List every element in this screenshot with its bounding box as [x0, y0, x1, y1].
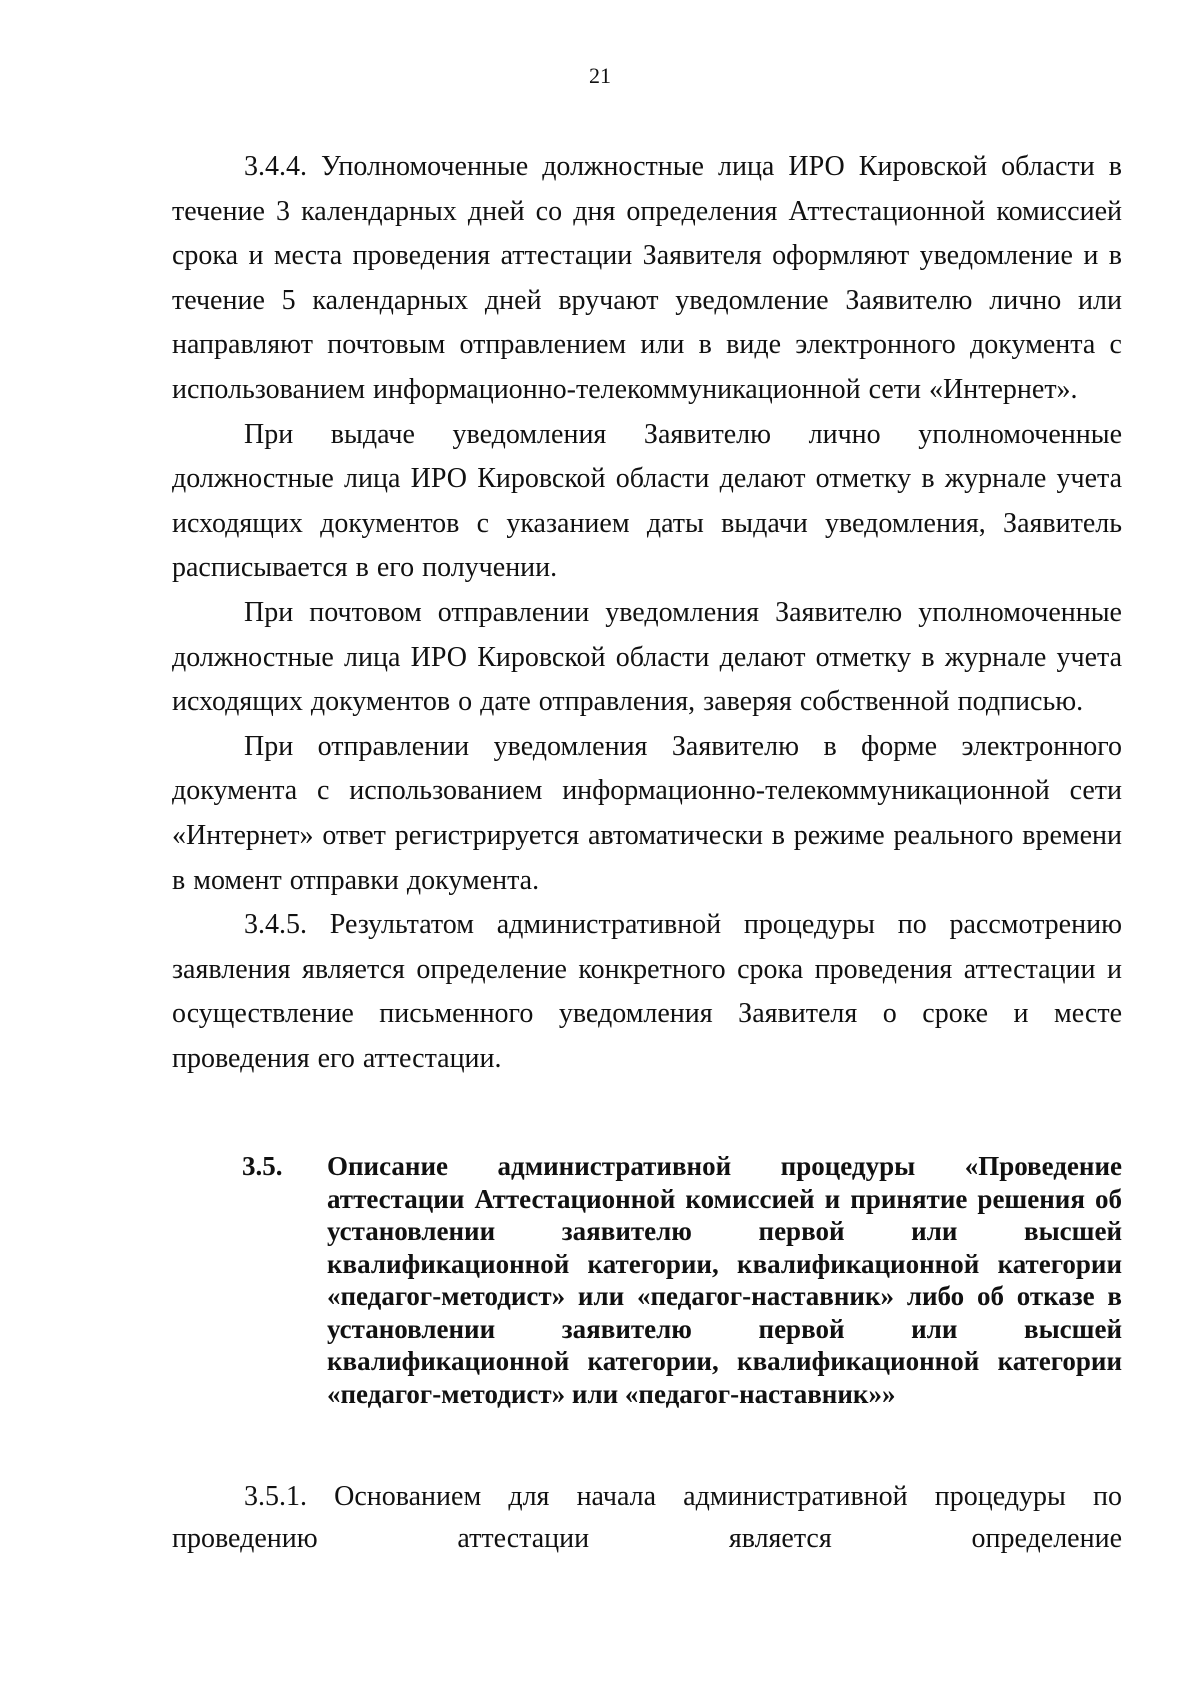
paragraph-personal-delivery: При выдаче уведомления Заявителю лично уполномоченные должностные лица ИРО Кировской области делают отметку в журнале учета исходящих документов с указанием даты выдачи уведомления, Заявитель расписывается в его получении.: [172, 418, 1122, 584]
paragraph-3-5-1: 3.5.1. Основанием для начала административной процедуры по проведению аттестации является определение: [172, 1481, 1122, 1554]
section-heading: [242, 1150, 1122, 1410]
paragraph-electronic-delivery: При отправлении уведомления Заявителю в форме электронного документа с использованием информационно-телекоммуникационной сети «Интернет» ответ регистрируется автоматически в режиме реального времени в момент отправки документа.: [172, 730, 1122, 896]
section-number: 3.5.: [242, 1151, 283, 1181]
page-number: 21: [589, 63, 611, 88]
section-title: Описание административной процедуры «Проведение аттестации Аттестационной комиссией и принятие решения об установлении заявителю первой или высшей квалификационной категории, квалификационной категории «педагог-методист» или «педагог-наставник» либо об отказе в установлении заявителю первой или высшей квалификационной категории, квалификационной категории «педагог-методист» или «педагог-наставник»»: [327, 1151, 1122, 1409]
body-text: [172, 145, 1122, 1081]
body-text-continued: [172, 1476, 1122, 1560]
paragraph-3-4-5: 3.4.5. Результатом административной процедуры по рассмотрению заявления является определение конкретного срока проведения аттестации и осуществление письменного уведомления Заявителя о сроке и месте проведения его аттестации.: [172, 909, 1122, 1074]
paragraph-postal-delivery: При почтовом отправлении уведомления Заявителю уполномоченные должностные лица ИРО Кировской области делают отметку в журнале учета исходящих документов о дате отправления, заверяя собственной подписью.: [172, 596, 1122, 718]
paragraph-3-4-4: 3.4.4. Уполномоченные должностные лица ИРО Кировской области в течение 3 календарных дней со дня определения Аттестационной комиссией срока и места проведения аттестации Заявителя оформляют уведомление и в течение 5 календарных дней вручают уведомление Заявителю лично или направляют почтовым отправлением или в виде электронного документа с использованием информационно-телекоммуникационной сети «Интернет».: [172, 151, 1122, 405]
